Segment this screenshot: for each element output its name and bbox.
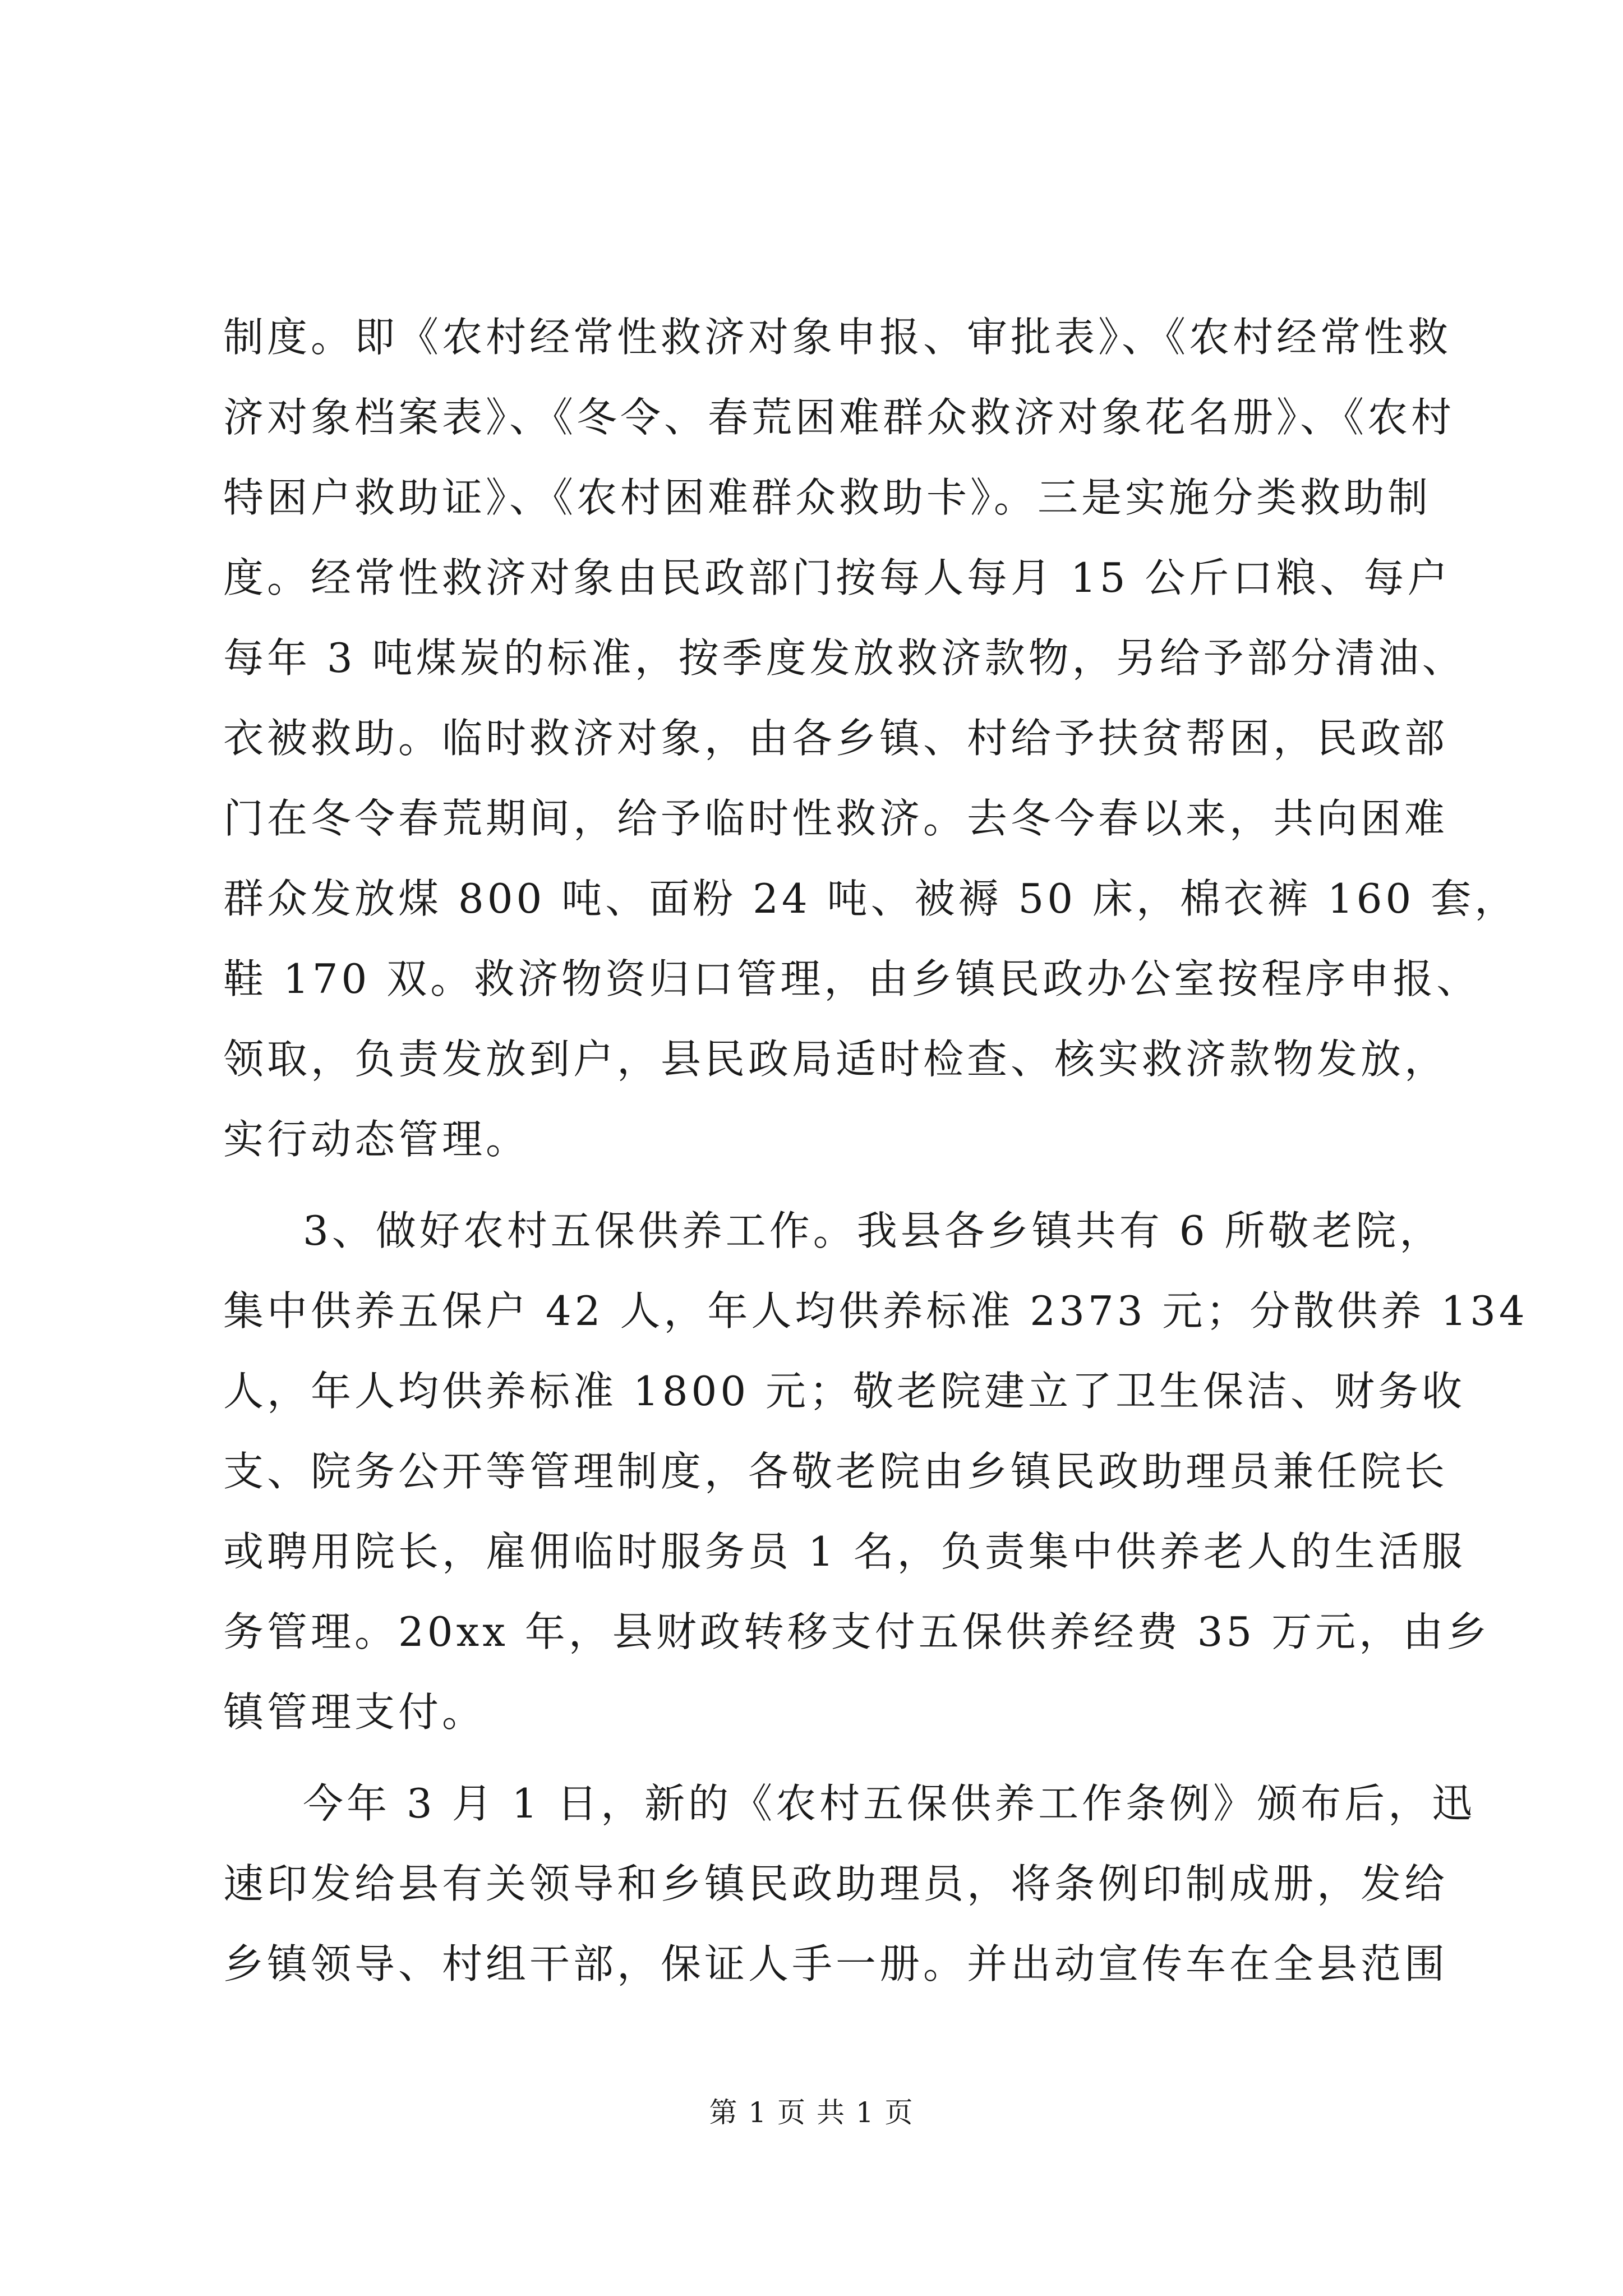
text-line: 制度。即《农村经常性救济对象申报、审批表》、《农村经常性救 <box>223 314 1452 361</box>
text-line: 或聘用院长，雇佣临时服务员 1 名，负责集中供养老人的生活服 <box>223 1528 1466 1575</box>
text-line: 速印发给县有关领导和乡镇民政助理员，将条例印制成册，发给 <box>223 1860 1449 1907</box>
body-text <box>223 297 1528 2004</box>
page-number-label: 第 1 页 共 1 页 <box>709 2096 914 2129</box>
text-line: 领取，负责发放到户，县民政局适时检查、核实救济款物发放， <box>223 1036 1449 1083</box>
paragraph-gap <box>223 1752 1418 1764</box>
page-footer <box>0 2090 1623 2131</box>
text-line: 济对象档案表》、《冬令、春荒困难群众救济对象花名册》、《农村 <box>223 394 1455 441</box>
text-line: 镇管理支付。 <box>223 1688 486 1736</box>
text-line: 实行动态管理。 <box>223 1116 530 1163</box>
text-line: 特困户救助证》、《农村困难群众救助卡》。三是实施分类救助制 <box>223 474 1432 521</box>
text-line: 度。经常性救济对象由民政部门按每人每月 15 公斤口粮、每户 <box>223 554 1451 601</box>
text-line: 务管理。20xx 年，县财政转移支付五保供养经费 35 万元，由乡 <box>223 1608 1491 1655</box>
text-line: 人，年人均供养标准 1800 元；敬老院建立了卫生保洁、财务收 <box>223 1368 1466 1415</box>
paragraph-first-line: 3、做好农村五保供养工作。我县各乡镇共有 6 所敬老院， <box>303 1207 1444 1254</box>
text-line: 支、院务公开等管理制度，各敬老院由乡镇民政助理员兼任院长 <box>223 1448 1449 1495</box>
text-line: 衣被救助。临时救济对象，由各乡镇、村给予扶贫帮困，民政部 <box>223 715 1449 762</box>
text-line: 每年 3 吨煤炭的标准，按季度发放救济款物，另给予部分清油、 <box>223 634 1466 682</box>
paragraph-first-line: 今年 3 月 1 日，新的《农村五保供养工作条例》颁布后，迅 <box>303 1780 1476 1827</box>
text-line: 鞋 170 双。救济物资归口管理，由乡镇民政办公室按程序申报、 <box>223 955 1481 1002</box>
text-line: 集中供养五保户 42 人，年人均供养标准 2373 元；分散供养 134 <box>223 1287 1528 1335</box>
text-line: 群众发放煤 800 吨、面粉 24 吨、被褥 50 床，棉衣裤 160 套， <box>223 875 1519 922</box>
text-line: 乡镇领导、村组干部，保证人手一册。并出动宣传车在全县范围 <box>223 1940 1449 1987</box>
paragraph-gap <box>223 1180 1418 1191</box>
text-line: 门在冬令春荒期间，给予临时性救济。去冬今春以来，共向困难 <box>223 795 1449 842</box>
